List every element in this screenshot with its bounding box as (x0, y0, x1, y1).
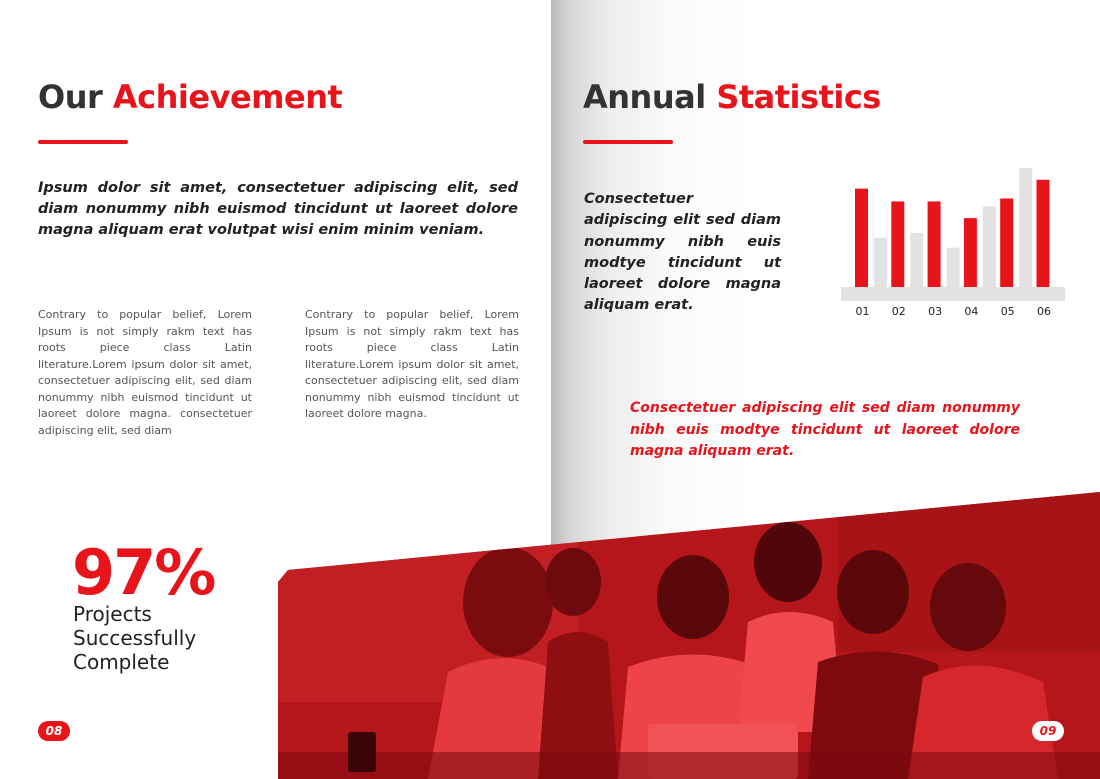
chart-bar-red-02 (891, 201, 904, 287)
chart-bar-red-05 (1000, 198, 1013, 287)
chart-bar-red-04 (964, 218, 977, 287)
chart-bar-gray-02 (910, 233, 923, 287)
body-column-1: Contrary to popular belief, Lorem Ipsum is not simply rakm text has roots piece class Latin literature.Lorem ipsum dolor sit amet, consectetuer adipiscing elit, sed diam nonummy nibh euismod tincidunt ut laoreet dolore magna. consectetuer adipiscing elit, sed diam (38, 308, 252, 437)
chart-tick-label-03: 03 (928, 305, 943, 318)
achievement-title-underline (38, 140, 128, 144)
statistics-title-prefix: Annual (583, 78, 706, 116)
chart-tick-label-02: 02 (891, 305, 906, 318)
chart-bar-red-03 (928, 201, 941, 287)
chart-bar-gray-04 (983, 206, 996, 287)
chart-tick-label-06: 06 (1037, 305, 1051, 318)
achievement-title (38, 78, 342, 116)
statistics-title (583, 78, 881, 116)
achievement-title-accent: Achievement (112, 78, 343, 116)
statistics-title-underline (583, 140, 673, 144)
chart-tick-label-01: 01 (855, 305, 870, 318)
page-number-right: 09 (1032, 721, 1064, 741)
stat-percentage: 97% (72, 536, 215, 609)
body-column-2: Contrary to popular belief, Lorem Ipsum is not simply rakm text has roots piece class Latin literature.Lorem ipsum dolor sit amet, consectetuer adipiscing elit, sed diam nonummy nibh euismod tincidunt ut laoreet dolore magna. (305, 308, 519, 420)
chart-bar-gray-03 (947, 248, 960, 287)
chart-tick-label-04: 04 (964, 305, 979, 318)
chart-bar-gray-05 (1019, 168, 1032, 287)
chart-bar-gray-01 (874, 238, 887, 287)
bar-chart-svg (838, 160, 1068, 325)
statistics-title-accent: Statistics (716, 78, 881, 116)
chart-bar-red-01 (855, 189, 868, 287)
achievement-title-prefix: Our (38, 78, 103, 116)
red-quote-paragraph: Consectetuer adipiscing elit sed diam nonummy nibh euis modtye tincidunt ut laoreet dolore magna aliquam erat. (630, 400, 1020, 459)
annual-statistics-chart (838, 160, 1068, 325)
achievement-lead-paragraph: Ipsum dolor sit amet, consectetuer adipiscing elit, sed diam nonummy nibh euismod tincidunt ut laoreet dolore magna aliquam erat volutpat wisi enim minim veniam. (38, 180, 518, 238)
chart-baseline (841, 287, 1065, 301)
stat-label-line-3: Complete (73, 650, 170, 674)
page-number-left: 08 (38, 721, 70, 741)
stat-label-line-1: Projects (73, 602, 152, 626)
chart-bar-red-06 (1037, 180, 1050, 287)
stat-label-line-2: Successfully (73, 626, 197, 650)
statistics-lead-paragraph: Consectetuer adipiscing elit sed diam nonummy nibh euis modtye tincidunt ut laoreet dolore magna aliquam erat. (584, 191, 781, 314)
chart-tick-label-05: 05 (1000, 305, 1015, 318)
